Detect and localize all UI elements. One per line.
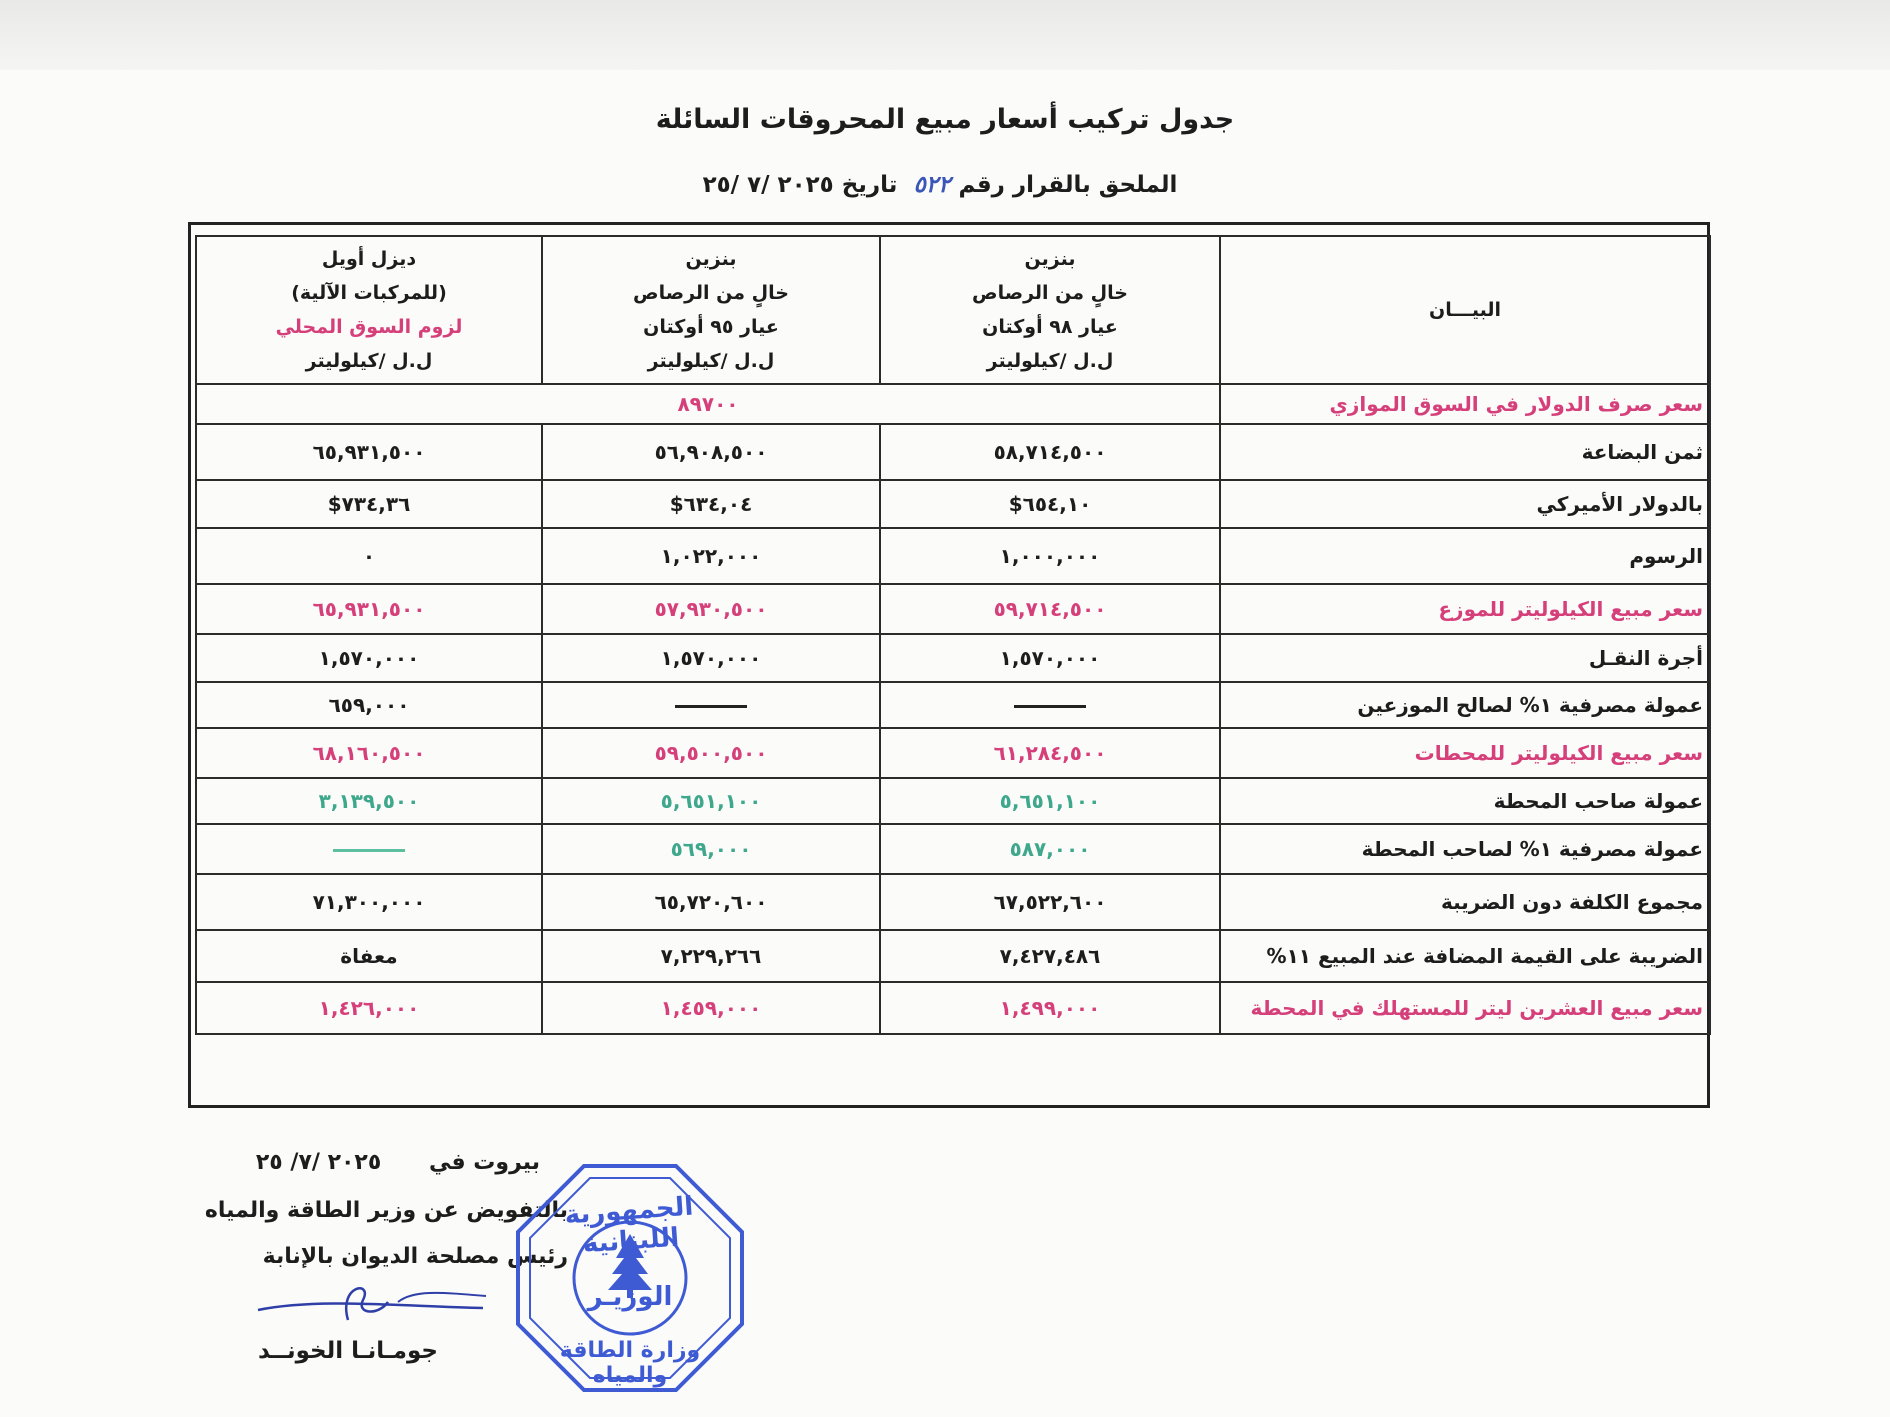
cell-diesel: ١,٥٧٠,٠٠٠ xyxy=(196,634,542,682)
cell-v95: ١,٤٥٩,٠٠٠ xyxy=(542,982,880,1034)
seal-top-text: الجمهورية اللبنانية xyxy=(563,1191,695,1260)
cell-v98: ١,٠٠٠,٠٠٠ xyxy=(880,528,1220,584)
table-row xyxy=(196,634,1710,682)
cell-v98: ٥,٦٥١,١٠٠ xyxy=(880,778,1220,824)
signature-date-value: ٢٠٢٥ /٧/ ٢٥ xyxy=(255,1150,382,1175)
row-label: سعر مبيع العشرين ليتر للمستهلك في المحطة xyxy=(1220,982,1710,1034)
row-label: عمولة صاحب المحطة xyxy=(1220,778,1710,824)
table-row xyxy=(196,480,1710,528)
seal-middle-text: الوزيـر xyxy=(587,1282,673,1312)
cell-v95: ٥٦,٩٠٨,٥٠٠ xyxy=(542,424,880,480)
row-label: الرسوم xyxy=(1220,528,1710,584)
cell-diesel: ٠ xyxy=(196,528,542,584)
cell-diesel: ٧١,٣٠٠,٠٠٠ xyxy=(196,874,542,930)
scan-top-edge xyxy=(0,0,1890,70)
empty-dash xyxy=(675,705,747,708)
cell-v95: ٦٣٤,٠٤$ xyxy=(542,480,880,528)
seal-bottom-text: وزارة الطاقة والمياه xyxy=(559,1338,701,1388)
header-benzine-98: بنزين خالٍ من الرصاص عيار ٩٨ أوكتان ل.ل /كيلوليتر xyxy=(880,236,1220,384)
row-label: سعر مبيع الكيلوليتر للمحطات xyxy=(1220,728,1710,778)
delegation-line: بالتفويض عن وزير الطاقة والمياه xyxy=(204,1198,568,1223)
table-row xyxy=(196,874,1710,930)
cell-v98: ٥٨,٧١٤,٥٠٠ xyxy=(880,424,1220,480)
cell-v98: ٦١,٢٨٤,٥٠٠ xyxy=(880,728,1220,778)
cell-v95: ٥٧,٩٣٠,٥٠٠ xyxy=(542,584,880,634)
cell-v98: ٥٩,٧١٤,٥٠٠ xyxy=(880,584,1220,634)
cell-v98: ١,٥٧٠,٠٠٠ xyxy=(880,634,1220,682)
table-row xyxy=(196,584,1710,634)
header-benzine-95: بنزين خالٍ من الرصاص عيار ٩٥ أوكتان ل.ل /كيلوليتر xyxy=(542,236,880,384)
cell-v98: ٧,٤٢٧,٤٨٦ xyxy=(880,930,1220,982)
ministry-seal xyxy=(512,1160,748,1396)
exchange-rate-value: ٨٩٧٠٠ xyxy=(196,384,1220,424)
cell-v95: ٥٩,٥٠٠,٥٠٠ xyxy=(542,728,880,778)
row-label: الضريبة على القيمة المضافة عند المبيع ١١% xyxy=(1220,930,1710,982)
subtitle-prefix: الملحق بالقرار رقم xyxy=(958,172,1178,198)
table-row xyxy=(196,982,1710,1034)
cell-v98: ٦٧,٥٢٢,٦٠٠ xyxy=(880,874,1220,930)
table-row xyxy=(196,778,1710,824)
cell-v95: ٥,٦٥١,١٠٠ xyxy=(542,778,880,824)
handwritten-signature xyxy=(248,1280,488,1340)
header-label-col: البيـــان xyxy=(1220,236,1710,384)
table-row xyxy=(196,682,1710,728)
cell-v95 xyxy=(542,682,880,728)
cell-diesel: ٦٥٩,٠٠٠ xyxy=(196,682,542,728)
table-row xyxy=(196,528,1710,584)
cell-v95: ٧,٢٢٩,٢٦٦ xyxy=(542,930,880,982)
cell-v98: ٦٥٤,١٠$ xyxy=(880,480,1220,528)
row-label: عمولة مصرفية ١% لصاحب المحطة xyxy=(1220,824,1710,874)
decision-number: ٥٢٢ xyxy=(913,172,951,198)
signature-place: بيروت في xyxy=(428,1150,540,1175)
cell-v98: ٥٨٧,٠٠٠ xyxy=(880,824,1220,874)
row-label: مجموع الكلفة دون الضريبة xyxy=(1220,874,1710,930)
cell-v95: ٥٦٩,٠٠٠ xyxy=(542,824,880,874)
cell-v95: ١,٠٢٢,٠٠٠ xyxy=(542,528,880,584)
cell-v95: ٦٥,٧٢٠,٦٠٠ xyxy=(542,874,880,930)
exchange-rate-row xyxy=(196,384,1710,424)
cell-v98 xyxy=(880,682,1220,728)
table-row xyxy=(196,424,1710,480)
document-subtitle xyxy=(660,172,1220,198)
row-label: أجرة النقـل xyxy=(1220,634,1710,682)
empty-dash xyxy=(1014,705,1086,708)
row-label: سعر مبيع الكيلوليتر للموزع xyxy=(1220,584,1710,634)
signature-date xyxy=(240,1150,540,1175)
cell-v98: ١,٤٩٩,٠٠٠ xyxy=(880,982,1220,1034)
table-row xyxy=(196,930,1710,982)
row-label: بالدولار الأميركي xyxy=(1220,480,1710,528)
exchange-rate-label: سعر صرف الدولار في السوق الموازي xyxy=(1220,384,1710,424)
cell-diesel: ١,٤٢٦,٠٠٠ xyxy=(196,982,542,1034)
row-label: ثمن البضاعة xyxy=(1220,424,1710,480)
cell-diesel: ٦٨,١٦٠,٥٠٠ xyxy=(196,728,542,778)
table-header-row xyxy=(196,236,1710,384)
cell-diesel: ٣,١٣٩,٥٠٠ xyxy=(196,778,542,824)
cell-v95: ١,٥٧٠,٠٠٠ xyxy=(542,634,880,682)
row-label: عمولة مصرفية ١% لصالح الموزعين xyxy=(1220,682,1710,728)
cell-diesel: ٧٣٤,٣٦$ xyxy=(196,480,542,528)
cell-diesel: ٦٥,٩٣١,٥٠٠ xyxy=(196,424,542,480)
decision-date: ٢٠٢٥ /٧ /٢٥ xyxy=(702,172,834,198)
signatory-name: جومـانـا الخونــد xyxy=(257,1338,439,1364)
price-table-frame xyxy=(188,222,1710,1108)
empty-dash xyxy=(333,849,405,852)
table-row xyxy=(196,824,1710,874)
table-row xyxy=(196,728,1710,778)
date-label: تاريخ xyxy=(841,172,898,198)
cell-diesel xyxy=(196,824,542,874)
cell-diesel: معفاة xyxy=(196,930,542,982)
price-table xyxy=(195,235,1711,1035)
signatory-title: رئيس مصلحة الديوان بالإنابة xyxy=(262,1244,568,1269)
document-title: جدول تركيب أسعار مبيع المحروقات السائلة xyxy=(655,104,1235,135)
cell-diesel: ٦٥,٩٣١,٥٠٠ xyxy=(196,584,542,634)
header-diesel: ديزل أويل (للمركبات الآلية) لزوم السوق المحلي ل.ل /كيلوليتر xyxy=(196,236,542,384)
